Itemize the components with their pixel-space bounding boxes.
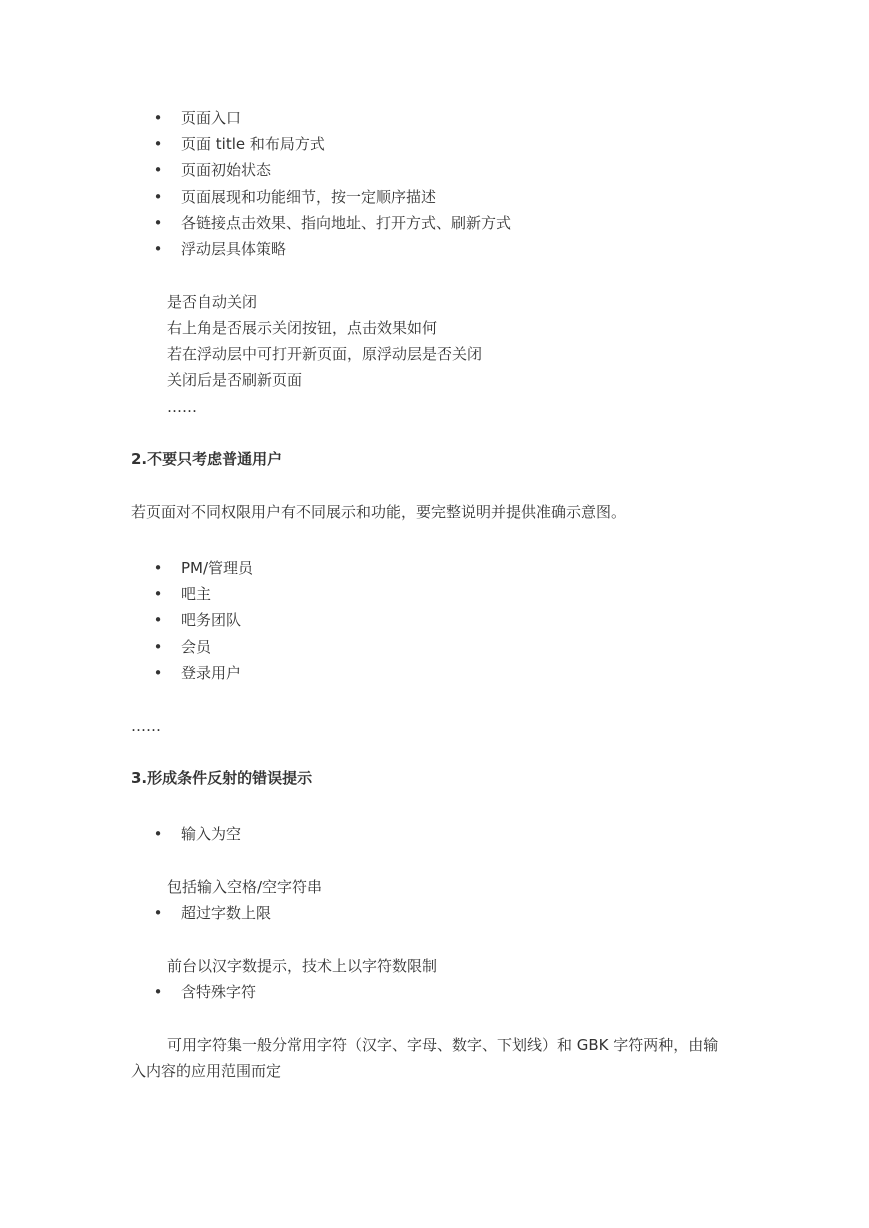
bullet-icon: • (153, 214, 163, 232)
detail-line: 右上角是否展示关闭按钮，点击效果如何 (167, 319, 438, 337)
bullet-icon: • (153, 664, 163, 682)
bullet-icon: • (153, 109, 163, 127)
list-item: 会员 (181, 638, 212, 656)
detail-line: 入内容的应用范围而定 (131, 1062, 282, 1080)
bullet-icon: • (153, 904, 163, 922)
list-item: 吧主 (181, 585, 212, 603)
detail-line: 包括输入空格/空字符串 (167, 878, 323, 896)
detail-ellipsis: …… (167, 398, 197, 416)
bullet-icon: • (153, 611, 163, 629)
detail-line: 前台以汉字数提示，技术上以字符数限制 (167, 957, 438, 975)
list-item: 页面 title 和布局方式 (181, 135, 325, 153)
list-item: 页面入口 (181, 109, 242, 127)
section-3-heading: 3.形成条件反射的错误提示 (131, 769, 313, 787)
section-2-intro: 若页面对不同权限用户有不同展示和功能，要完整说明并提供准确示意图。 (131, 503, 627, 521)
list-item: 各链接点击效果、指向地址、打开方式、刷新方式 (181, 214, 512, 232)
bullet-icon: • (153, 559, 163, 577)
bullet-icon: • (153, 161, 163, 179)
list-item: 超过字数上限 (181, 904, 272, 922)
list-item: 输入为空 (181, 825, 242, 843)
list-item: 页面初始状态 (181, 161, 272, 179)
bullet-icon: • (153, 638, 163, 656)
section-2-ellipsis: …… (131, 717, 161, 735)
list-item: 登录用户 (181, 664, 242, 682)
list-item: PM/管理员 (181, 559, 254, 577)
bullet-icon: • (153, 240, 163, 258)
bullet-icon: • (153, 135, 163, 153)
list-item: 吧务团队 (181, 611, 242, 629)
bullet-icon: • (153, 585, 163, 603)
detail-line: 可用字符集一般分常用字符（汉字、字母、数字、下划线）和 GBK 字符两种，由输 (167, 1036, 719, 1054)
section-2-heading: 2.不要只考虑普通用户 (131, 450, 283, 468)
bullet-icon: • (153, 825, 163, 843)
list-item: 页面展现和功能细节，按一定顺序描述 (181, 188, 437, 206)
bullet-icon: • (153, 188, 163, 206)
list-item: 浮动层具体策略 (181, 240, 287, 258)
detail-line: 关闭后是否刷新页面 (167, 371, 303, 389)
detail-line: 若在浮动层中可打开新页面，原浮动层是否关闭 (167, 345, 483, 363)
detail-line: 是否自动关闭 (167, 293, 258, 311)
list-item: 含特殊字符 (181, 983, 257, 1001)
bullet-icon: • (153, 983, 163, 1001)
